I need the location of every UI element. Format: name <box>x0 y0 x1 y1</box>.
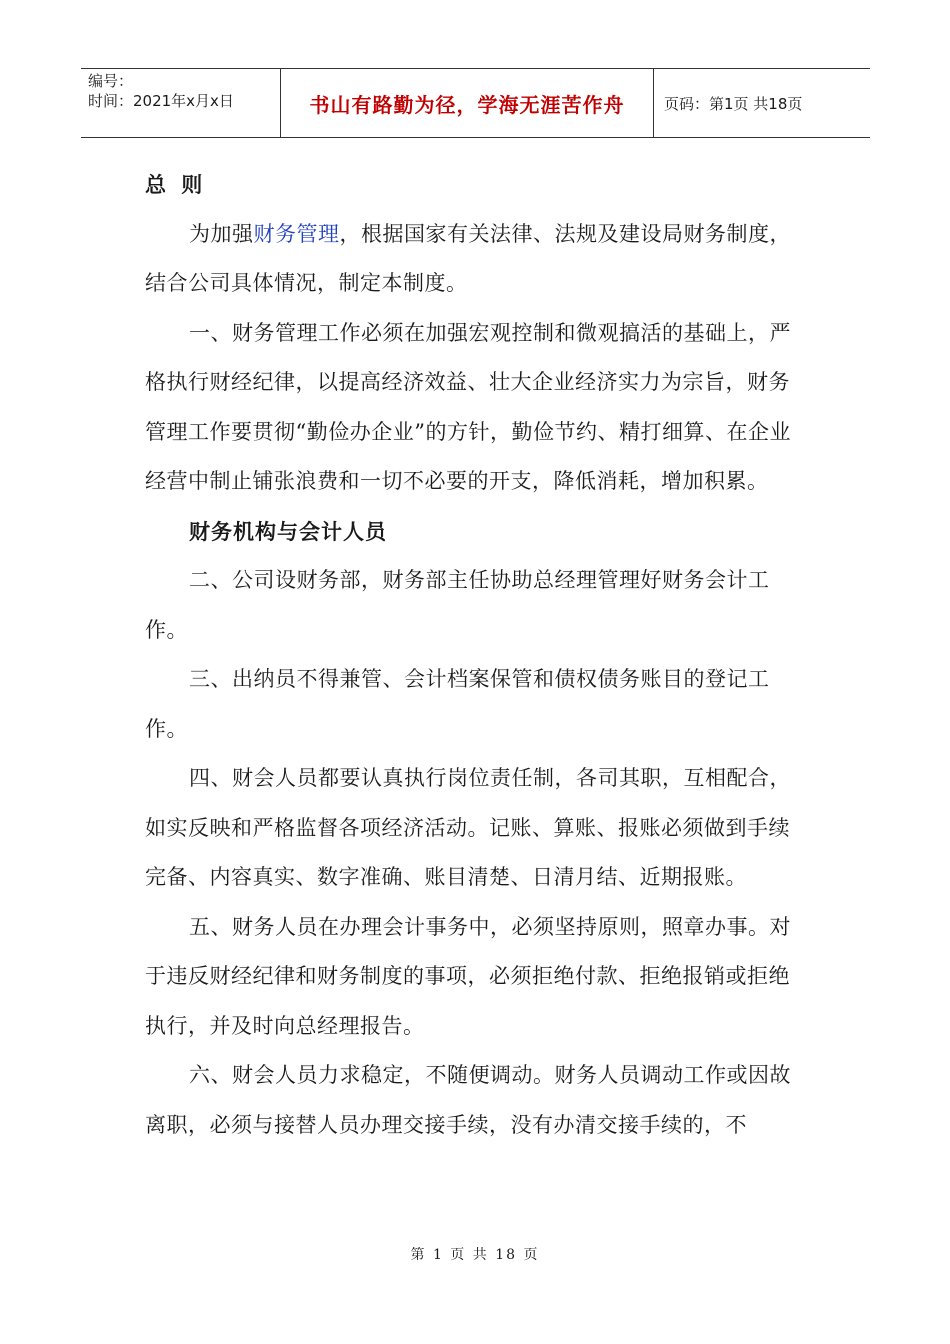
paragraph-1: 一、财务管理工作必须在加强宏观控制和微观搞活的基础上，严格执行财经纪律，以提高经济效益、壮大企业经济实力为宗旨，财务管理工作要贯彻“勤俭办企业”的方针，勤俭节约、精打细算、在企业经营中制止铺张浪费和一切不必要的开支，降低消耗，增加积累。 <box>145 320 791 493</box>
paragraph-6: 六、财会人员力求稳定，不随便调动。财务人员调动工作或因故离职，必须与接替人员办理交接手续，没有办清交接手续的，不 <box>145 1063 791 1137</box>
header-motto: 书山有路勤为径，学海无涯苦作舟 <box>281 69 654 137</box>
header-page-info: 页码：第1页 共18页 <box>664 94 803 113</box>
paragraph-3: 三、出纳员不得兼管、会计档案保管和债权债务账目的登记工作。 <box>145 667 770 741</box>
intro-paragraph <box>145 210 805 309</box>
document-number-label: 编号： <box>88 72 134 90</box>
page-footer: 第 1 页 共 18 页 <box>410 1247 540 1263</box>
section-title-organization: 财务机构与会计人员 <box>189 518 387 544</box>
section-title-general: 总 则 <box>145 172 207 197</box>
document-time-label: 时间：2021年x月x日 <box>88 92 234 110</box>
document-body <box>145 160 805 1150</box>
paragraph-2: 二、公司设财务部，财务部主任协助总经理管理好财务会计工作。 <box>145 568 770 642</box>
header-meta-cell <box>81 69 281 137</box>
intro-prefix: 为加强 <box>189 221 254 246</box>
paragraph-5: 五、财务人员在办理会计事务中，必须坚持原则，照章办事。对于违反财经纪律和财务制度的事项，必须拒绝付款、拒绝报销或拒绝执行，并及时向总经理报告。 <box>145 914 791 1038</box>
paragraph-4: 四、财会人员都要认真执行岗位责任制，各司其职，互相配合，如实反映和严格监督各项经济活动。记账、算账、报账必须做到手续完备、内容真实、数字准确、账目清楚、日清月结、近期报账。 <box>145 766 791 889</box>
financial-management-link[interactable]: 财务管理 <box>253 221 340 246</box>
document-header <box>81 68 870 138</box>
intro-suffix: ，根据国家有关法律、法规及建设局财务制度，结合公司具体情况，制定本制度。 <box>145 221 791 295</box>
